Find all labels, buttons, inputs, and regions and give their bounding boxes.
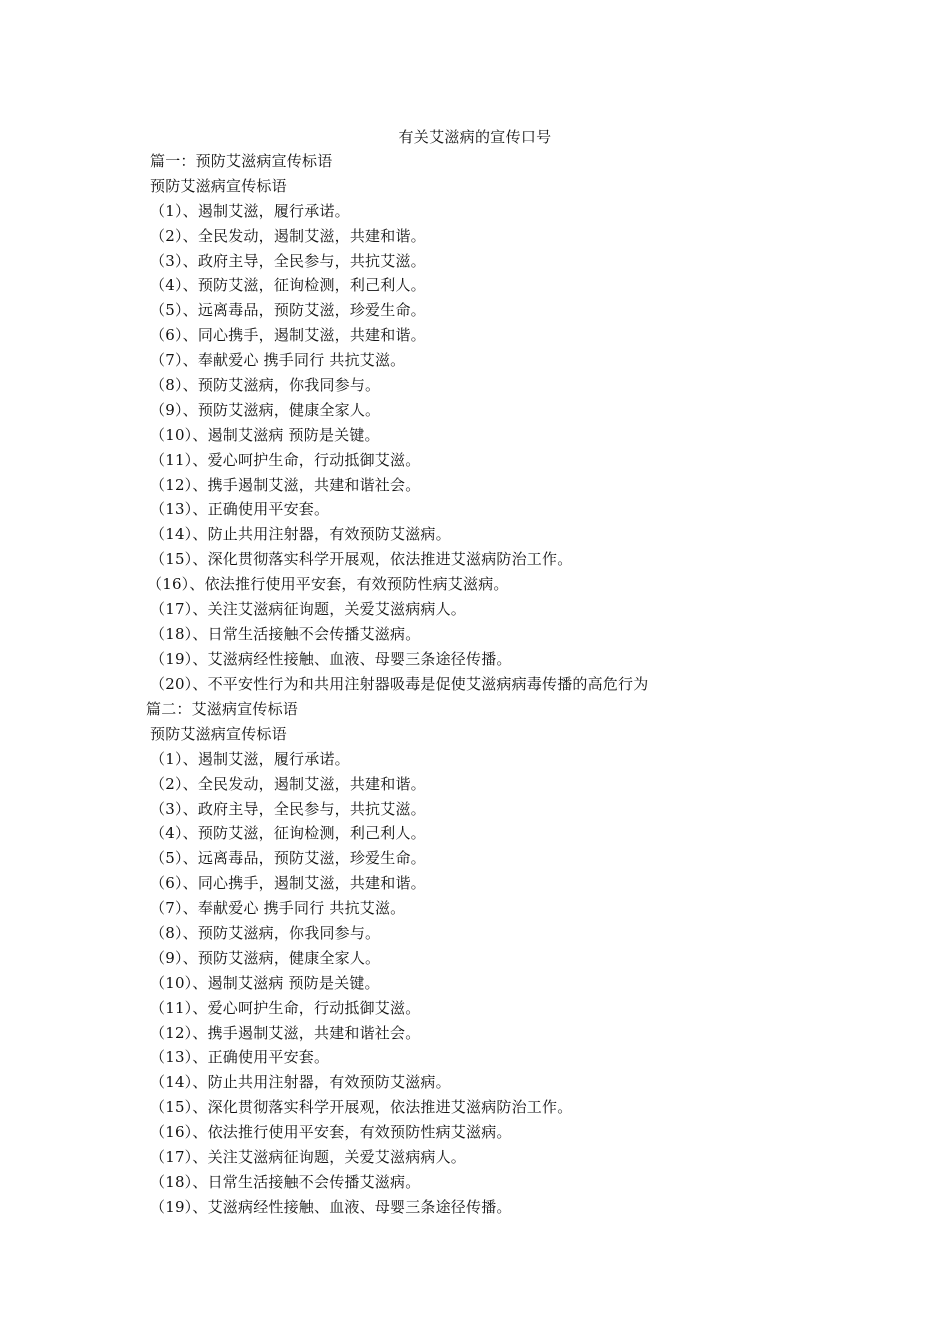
slogan-item: （7）、奉献爱心 携手同行 共抗艾滋。 (150, 351, 406, 370)
slogan-item: （2）、全民发动，遏制艾滋，共建和谐。 (150, 226, 426, 245)
slogan-item: （3）、政府主导，全民参与，共抗艾滋。 (150, 799, 426, 818)
slogan-item: （11）、爱心呵护生命，行动抵御艾滋。 (150, 450, 421, 469)
slogan-item: （8）、预防艾滋病，你我同参与。 (150, 376, 381, 395)
section-one (0, 149, 950, 697)
slogan-item: （17）、关注艾滋病征询题，关爱艾滋病病人。 (150, 600, 466, 619)
slogan-item: （7）、奉献爱心 携手同行 共抗艾滋。 (150, 899, 406, 918)
slogan-item: （4）、预防艾滋，征询检测，利己利人。 (150, 276, 426, 295)
slogan-item: （4）、预防艾滋，征询检测，利己利人。 (150, 824, 426, 843)
slogan-item: （10）、遏制艾滋病 预防是关键。 (150, 973, 380, 992)
slogan-item: （15）、深化贯彻落实科学开展观，依法推进艾滋病防治工作。 (150, 1098, 573, 1117)
slogan-item: （18）、日常生活接触不会传播艾滋病。 (150, 1172, 421, 1191)
slogan-item: （6）、同心携手，遏制艾滋，共建和谐。 (150, 326, 426, 345)
slogan-item: （18）、日常生活接触不会传播艾滋病。 (150, 624, 421, 643)
slogan-item: （13）、正确使用平安套。 (150, 500, 330, 519)
section-heading: 篇二：艾滋病宣传标语 (146, 700, 299, 718)
slogan-item: （16）、依法推行使用平安套，有效预防性病艾滋病。 (150, 1123, 512, 1142)
slogan-item: （10）、遏制艾滋病 预防是关键。 (150, 425, 380, 444)
slogan-item: （3）、政府主导，全民参与，共抗艾滋。 (150, 251, 426, 270)
slogan-item: （5）、远离毒品，预防艾滋，珍爱生命。 (150, 301, 426, 320)
slogan-item: （12）、携手遏制艾滋，共建和谐社会。 (150, 1023, 421, 1042)
slogan-item: （1）、遏制艾滋，履行承诺。 (150, 201, 350, 220)
slogan-item: （14）、防止共用注射器，有效预防艾滋病。 (150, 525, 451, 544)
slogan-item: （6）、同心携手，遏制艾滋，共建和谐。 (150, 874, 426, 893)
slogan-item: （20）、不平安性行为和共用注射器吸毒是促使艾滋病病毒传播的高危行为 (150, 674, 649, 693)
slogan-item: （15）、深化贯彻落实科学开展观，依法推进艾滋病防治工作。 (150, 550, 573, 569)
section-two (0, 697, 950, 1220)
document-title: 有关艾滋病的宣传口号 (398, 128, 552, 146)
slogan-item: （9）、预防艾滋病，健康全家人。 (150, 948, 381, 967)
slogan-item: （12）、携手遏制艾滋，共建和谐社会。 (150, 475, 421, 494)
slogan-item: （11）、爱心呵护生命，行动抵御艾滋。 (150, 998, 421, 1017)
slogan-item: （19）、艾滋病经性接触、血液、母婴三条途径传播。 (150, 649, 512, 668)
section-subheading: 预防艾滋病宣传标语 (150, 724, 287, 743)
slogan-item: （17）、关注艾滋病征询题，关爱艾滋病病人。 (150, 1148, 466, 1167)
slogan-item: （13）、正确使用平安套。 (150, 1048, 330, 1067)
section-subheading: 预防艾滋病宣传标语 (150, 176, 287, 195)
slogan-item: （16）、依法推行使用平安套，有效预防性病艾滋病。 (147, 575, 509, 594)
slogan-item: （2）、全民发动，遏制艾滋，共建和谐。 (150, 774, 426, 793)
slogan-item: （1）、遏制艾滋，履行承诺。 (150, 749, 350, 768)
slogan-item: （5）、远离毒品，预防艾滋，珍爱生命。 (150, 849, 426, 868)
slogan-item: （9）、预防艾滋病，健康全家人。 (150, 400, 381, 419)
slogan-item: （8）、预防艾滋病，你我同参与。 (150, 924, 381, 943)
section-heading: 篇一：预防艾滋病宣传标语 (150, 152, 333, 170)
slogan-item: （19）、艾滋病经性接触、血液、母婴三条途径传播。 (150, 1197, 512, 1216)
slogan-item: （14）、防止共用注射器，有效预防艾滋病。 (150, 1073, 451, 1092)
